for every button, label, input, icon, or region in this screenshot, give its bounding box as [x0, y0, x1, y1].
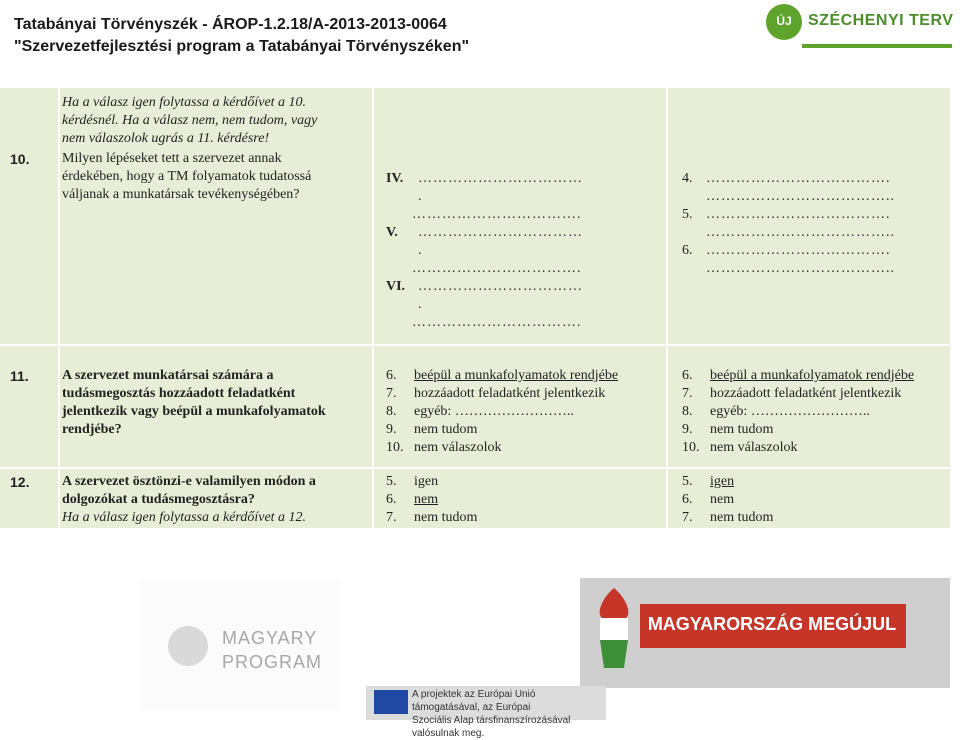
question-line: dolgozókat a tudásmegosztásra?	[62, 492, 255, 507]
question-text	[62, 150, 362, 204]
table-row	[0, 351, 950, 469]
answer-column-b	[682, 170, 942, 278]
option-row[interactable]	[682, 509, 946, 527]
answer-blank[interactable]: ………………………………..	[706, 261, 895, 276]
option-number: 6.	[682, 368, 693, 383]
option-row[interactable]	[386, 473, 664, 491]
answer-label: IV.	[386, 171, 404, 186]
option-label: igen	[414, 474, 439, 489]
option-number: 7.	[386, 386, 397, 401]
szechenyi-underline	[802, 44, 952, 48]
question-text	[62, 473, 362, 527]
option-label: nem válaszolok	[414, 440, 502, 455]
option-label: nem	[710, 492, 735, 507]
option-row[interactable]	[682, 439, 946, 457]
mm-text: MAGYARORSZÁG MEGÚJUL	[647, 614, 897, 634]
option-row[interactable]	[682, 491, 946, 509]
option-label: nem tudom	[414, 422, 478, 437]
option-number: 9.	[386, 422, 397, 437]
answer-blank[interactable]: ……………………………….	[706, 207, 891, 222]
question-number: 11.	[10, 368, 29, 384]
answer-entry	[682, 206, 942, 224]
intro-instruction	[62, 94, 362, 148]
eu-funding-text	[412, 688, 602, 740]
option-number: 5.	[386, 474, 397, 489]
answer-blank: .	[418, 189, 422, 204]
option-row[interactable]	[682, 367, 946, 385]
answer-entry	[682, 170, 942, 188]
answer-blank[interactable]: ………………………………..	[706, 189, 895, 204]
answer-blank[interactable]: …………………………….	[412, 207, 582, 222]
answer-label: 5.	[682, 207, 693, 222]
question-line: A szervezet ösztönzi-e valamilyen módon a	[62, 474, 316, 489]
magyary-text: MAGYARY	[222, 628, 318, 648]
answer-column-a	[386, 473, 664, 527]
answer-blank[interactable]: ……………………………….	[706, 243, 891, 258]
option-number: 9.	[682, 422, 693, 437]
answer-entry	[682, 242, 942, 260]
answer-blank[interactable]: ……………………………	[418, 225, 583, 240]
option-row[interactable]	[386, 439, 664, 457]
option-label: nem válaszolok	[710, 440, 798, 455]
answer-entry	[386, 170, 656, 188]
project-subtitle: "Szervezetfejlesztési program a Tatabányai Törvényszéken"	[14, 38, 470, 55]
answer-label: V.	[386, 225, 398, 240]
question-number: 10.	[10, 151, 30, 167]
answer-blank[interactable]: ……………………………	[418, 279, 583, 294]
answer-blank: .	[418, 243, 422, 258]
table-row	[0, 88, 950, 346]
page-header	[0, 0, 960, 90]
answer-blank[interactable]: ………………………………..	[706, 225, 895, 240]
option-label: egyéb: ……………………..	[710, 404, 870, 419]
option-label: hozzáadott feladatként jelentkezik	[414, 386, 606, 401]
footer-logos	[0, 560, 960, 739]
program-text: PROGRAM	[222, 652, 323, 672]
option-label: nem tudom	[710, 422, 774, 437]
option-label: egyéb: ……………………..	[414, 404, 574, 419]
option-row[interactable]	[386, 367, 664, 385]
eu-line: A projektek az Európai Unió támogatásával, az Európai	[412, 689, 536, 713]
option-row[interactable]	[386, 403, 664, 421]
table-row	[0, 467, 950, 530]
szechenyi-uj-label: ÚJ	[776, 14, 792, 28]
option-number: 6.	[386, 368, 397, 383]
option-number: 6.	[386, 492, 397, 507]
questionnaire-table	[0, 88, 950, 528]
answer-column-b	[682, 473, 946, 527]
magyary-program-logo	[140, 580, 340, 710]
hungarian-flag-icon	[596, 588, 632, 668]
option-row[interactable]	[386, 385, 664, 403]
option-number: 10.	[386, 440, 404, 455]
option-label: beépül a munkafolyamatok rendjébe	[710, 368, 915, 383]
answer-entry	[386, 224, 656, 242]
eu-flag-icon	[374, 690, 408, 714]
answer-blank[interactable]: ……………………………….	[706, 171, 891, 186]
project-title: Tatabányai Törvényszék - ÁROP-1.2.18/A-2013-2013-0064	[14, 16, 447, 33]
option-row[interactable]	[386, 421, 664, 439]
answer-column-a	[386, 170, 656, 332]
option-row[interactable]	[386, 509, 664, 527]
answer-blank[interactable]: …………………………….	[412, 261, 582, 276]
question-line: tudásmegosztás hozzáadott feladatként	[62, 386, 296, 401]
option-number: 7.	[682, 510, 693, 525]
option-row[interactable]	[682, 421, 946, 439]
question-line: Milyen lépéseket tett a szervezet annak	[62, 151, 282, 166]
option-label: beépül a munkafolyamatok rendjébe	[414, 368, 619, 383]
answer-label: VI.	[386, 279, 406, 294]
question-text	[62, 367, 362, 439]
answer-label: 4.	[682, 171, 693, 186]
szechenyi-terv-logo	[766, 4, 956, 54]
question-line: jelentkezik vagy beépül a munkafolyamatok	[62, 404, 326, 419]
option-row[interactable]	[682, 385, 946, 403]
option-label: nem tudom	[414, 510, 478, 525]
question-note: Ha a válasz igen folytassa a kérdőívet a 12.	[62, 510, 307, 525]
option-number: 5.	[682, 474, 693, 489]
option-label: igen	[710, 474, 735, 489]
option-row[interactable]	[682, 473, 946, 491]
option-number: 10.	[682, 440, 700, 455]
eu-line: Szociális Alap társfinanszírozásával valósulnak meg.	[412, 715, 571, 739]
intro-line: Ha a válasz igen folytassa a kérdőívet a 10.	[62, 95, 307, 110]
option-row[interactable]	[386, 491, 664, 509]
option-number: 7.	[682, 386, 693, 401]
question-line: érdekében, hogy a TM folyamatok tudatossá	[62, 169, 312, 184]
magyarorszag-megujul-logo	[580, 578, 950, 688]
magyary-emblem-icon	[168, 626, 208, 666]
option-number: 7.	[386, 510, 397, 525]
answer-column-b	[682, 367, 946, 457]
question-number: 12.	[10, 474, 30, 490]
answer-entry	[386, 278, 656, 296]
question-line: A szervezet munkatársai számára a	[62, 368, 274, 383]
option-number: 6.	[682, 492, 693, 507]
answer-blank[interactable]: ……………………………	[418, 171, 583, 186]
szechenyi-text: SZÉCHENYI TERV	[808, 12, 954, 29]
intro-line: nem válaszolok ugrás a 11. kérdésre!	[62, 131, 270, 146]
option-label: hozzáadott feladatként jelentkezik	[710, 386, 902, 401]
option-label: nem tudom	[710, 510, 774, 525]
answer-blank[interactable]: …………………………….	[412, 315, 582, 330]
option-row[interactable]	[682, 403, 946, 421]
option-label: nem	[414, 492, 439, 507]
question-line: rendjébe?	[62, 422, 122, 437]
option-number: 8.	[682, 404, 693, 419]
answer-column-a	[386, 367, 664, 457]
answer-label: 6.	[682, 243, 693, 258]
answer-blank: .	[418, 297, 422, 312]
option-number: 8.	[386, 404, 397, 419]
question-line: váljanak a munkatársak tevékenységében?	[62, 187, 300, 202]
intro-line: kérdésnél. Ha a válasz nem, nem tudom, vagy	[62, 113, 318, 128]
eu-funding-notice	[366, 686, 606, 739]
